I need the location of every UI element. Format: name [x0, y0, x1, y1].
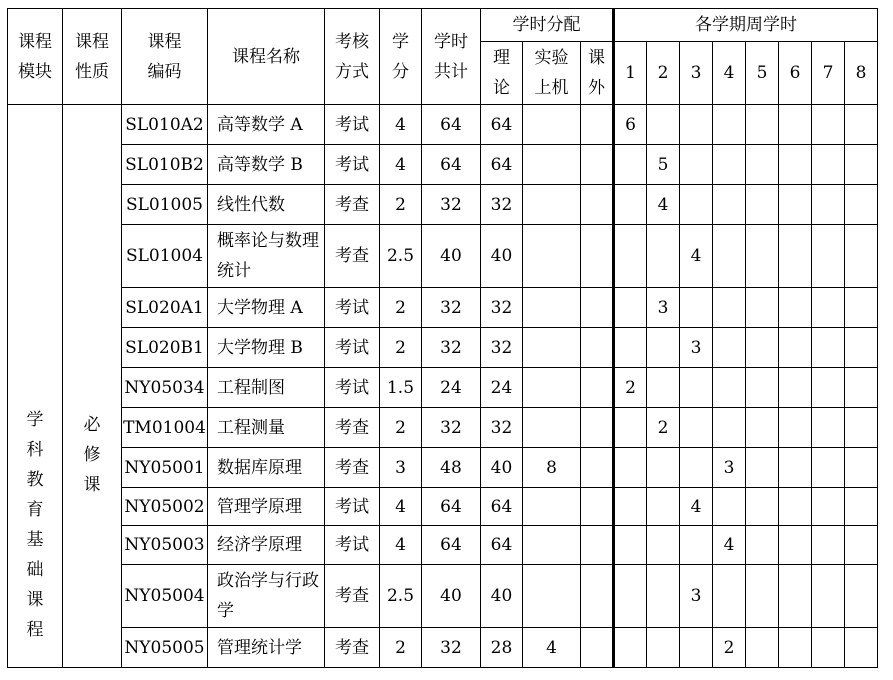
semester-hours — [713, 225, 746, 288]
header-semester: 3 — [680, 42, 713, 105]
hours-extra — [581, 628, 614, 668]
semester-hours — [812, 526, 845, 565]
table-row — [8, 185, 878, 225]
table-body — [8, 105, 878, 668]
course-name: 政治学与行政学 — [208, 565, 325, 628]
hours-theory: 64 — [481, 145, 523, 185]
course-code: NY05034 — [122, 368, 208, 408]
semester-hours — [713, 488, 746, 526]
assess-method: 考查 — [325, 628, 380, 668]
course-code: SL01005 — [122, 185, 208, 225]
hours-extra — [581, 565, 614, 628]
semester-hours — [845, 185, 878, 225]
semester-hours — [647, 488, 680, 526]
semester-hours: 4 — [647, 185, 680, 225]
assess-method: 考查 — [325, 408, 380, 448]
semester-hours — [746, 368, 779, 408]
table-row — [8, 368, 878, 408]
assess-method: 考试 — [325, 105, 380, 145]
semester-hours — [680, 288, 713, 328]
hours-extra — [581, 368, 614, 408]
semester-hours — [812, 448, 845, 488]
semester-hours — [746, 225, 779, 288]
semester-hours — [746, 105, 779, 145]
semester-hours — [647, 526, 680, 565]
credit: 3 — [380, 448, 422, 488]
vertical-char: 课 — [83, 475, 101, 495]
table-row — [8, 565, 878, 628]
hours-total: 48 — [422, 448, 481, 488]
course-code: TM01004 — [122, 408, 208, 448]
header-hours-dist: 学时分配 — [481, 9, 614, 42]
hours-lab: 4 — [523, 628, 581, 668]
course-code: SL010A2 — [122, 105, 208, 145]
hours-extra — [581, 105, 614, 145]
course-code: NY05001 — [122, 448, 208, 488]
course-name: 工程制图 — [208, 368, 325, 408]
semester-hours — [680, 185, 713, 225]
semester-hours — [779, 145, 812, 185]
semester-hours — [812, 225, 845, 288]
semester-hours — [647, 565, 680, 628]
hours-extra — [581, 185, 614, 225]
vertical-char: 修 — [83, 445, 101, 465]
semester-hours — [845, 565, 878, 628]
vertical-char: 学 — [26, 410, 44, 430]
header-semester: 7 — [812, 42, 845, 105]
hours-lab — [523, 328, 581, 368]
course-name: 线性代数 — [208, 185, 325, 225]
semester-hours: 3 — [680, 565, 713, 628]
semester-hours — [614, 145, 647, 185]
hours-lab — [523, 488, 581, 526]
hours-theory: 28 — [481, 628, 523, 668]
nature-cell — [63, 105, 122, 668]
semester-hours — [614, 448, 647, 488]
hours-total: 64 — [422, 526, 481, 565]
vertical-char: 教 — [26, 470, 44, 490]
semester-hours — [680, 526, 713, 565]
header-code: 课程 编码 — [122, 9, 208, 105]
semester-hours — [680, 408, 713, 448]
course-name: 工程测量 — [208, 408, 325, 448]
semester-hours: 4 — [680, 488, 713, 526]
hours-total: 64 — [422, 488, 481, 526]
semester-hours: 3 — [680, 328, 713, 368]
semester-hours — [779, 628, 812, 668]
credit: 2 — [380, 185, 422, 225]
semester-hours — [779, 526, 812, 565]
course-code: NY05003 — [122, 526, 208, 565]
semester-hours — [647, 328, 680, 368]
assess-method: 考查 — [325, 225, 380, 288]
course-code: NY05004 — [122, 565, 208, 628]
credit: 1.5 — [380, 368, 422, 408]
assess-method: 考查 — [325, 185, 380, 225]
semester-hours — [614, 185, 647, 225]
vertical-char: 础 — [26, 560, 44, 580]
semester-hours — [647, 448, 680, 488]
credit: 4 — [380, 488, 422, 526]
semester-hours — [779, 408, 812, 448]
header-theory: 理 论 — [481, 42, 523, 105]
semester-hours: 2 — [647, 408, 680, 448]
semester-hours — [713, 105, 746, 145]
credit: 4 — [380, 145, 422, 185]
credit: 2.5 — [380, 225, 422, 288]
assess-method: 考试 — [325, 368, 380, 408]
hours-total: 64 — [422, 105, 481, 145]
vertical-char: 课 — [26, 590, 44, 610]
hours-theory: 40 — [481, 225, 523, 288]
hours-extra — [581, 448, 614, 488]
semester-hours — [845, 105, 878, 145]
semester-hours — [812, 368, 845, 408]
semester-hours — [746, 185, 779, 225]
semester-hours — [845, 368, 878, 408]
assess-method: 考试 — [325, 288, 380, 328]
hours-extra — [581, 145, 614, 185]
semester-hours — [812, 565, 845, 628]
hours-theory: 24 — [481, 368, 523, 408]
vertical-char: 程 — [26, 620, 44, 640]
semester-hours — [746, 628, 779, 668]
hours-lab — [523, 225, 581, 288]
assess-method: 考查 — [325, 565, 380, 628]
course-code: NY05005 — [122, 628, 208, 668]
hours-theory: 32 — [481, 408, 523, 448]
hours-theory: 40 — [481, 448, 523, 488]
semester-hours — [647, 225, 680, 288]
semester-hours — [845, 225, 878, 288]
course-name: 概率论与数理统计 — [208, 225, 325, 288]
header-lab: 实验 上机 — [523, 42, 581, 105]
semester-hours — [614, 328, 647, 368]
hours-lab — [523, 288, 581, 328]
course-name: 高等数学 A — [208, 105, 325, 145]
table-row — [8, 526, 878, 565]
table-header — [8, 9, 878, 105]
vertical-char: 必 — [83, 415, 101, 435]
semester-hours — [713, 145, 746, 185]
assess-method: 考试 — [325, 526, 380, 565]
table-row — [8, 288, 878, 328]
semester-hours — [647, 628, 680, 668]
semester-hours — [713, 565, 746, 628]
hours-lab — [523, 565, 581, 628]
semester-hours — [680, 105, 713, 145]
semester-hours — [845, 448, 878, 488]
assess-method: 考试 — [325, 328, 380, 368]
hours-extra — [581, 225, 614, 288]
semester-hours — [614, 565, 647, 628]
semester-hours — [746, 145, 779, 185]
semester-hours: 3 — [713, 448, 746, 488]
vertical-char: 基 — [26, 530, 44, 550]
header-assess: 考核 方式 — [325, 9, 380, 105]
semester-hours — [746, 526, 779, 565]
hours-total: 24 — [422, 368, 481, 408]
semester-hours — [746, 448, 779, 488]
semester-hours — [713, 185, 746, 225]
hours-extra — [581, 328, 614, 368]
table-row — [8, 328, 878, 368]
semester-hours — [746, 408, 779, 448]
semester-hours — [614, 225, 647, 288]
course-code: SL010B2 — [122, 145, 208, 185]
semester-hours — [647, 368, 680, 408]
curriculum-table-wrapper — [7, 8, 878, 668]
semester-hours — [746, 488, 779, 526]
semester-hours — [779, 368, 812, 408]
semester-hours — [680, 448, 713, 488]
semester-hours: 4 — [680, 225, 713, 288]
semester-hours — [713, 368, 746, 408]
hours-lab: 8 — [523, 448, 581, 488]
course-code: SL020B1 — [122, 328, 208, 368]
hours-total: 64 — [422, 145, 481, 185]
course-code: NY05002 — [122, 488, 208, 526]
assess-method: 考试 — [325, 488, 380, 526]
semester-hours — [614, 408, 647, 448]
credit: 4 — [380, 526, 422, 565]
table-row — [8, 488, 878, 526]
hours-theory: 32 — [481, 328, 523, 368]
semester-hours — [713, 288, 746, 328]
header-weekly: 各学期周学时 — [614, 9, 878, 42]
hours-total: 32 — [422, 628, 481, 668]
semester-hours: 4 — [713, 526, 746, 565]
curriculum-table — [7, 8, 878, 668]
semester-hours — [614, 628, 647, 668]
hours-theory: 64 — [481, 105, 523, 145]
semester-hours — [812, 408, 845, 448]
semester-hours — [845, 288, 878, 328]
credit: 2 — [380, 628, 422, 668]
semester-hours — [614, 288, 647, 328]
semester-hours — [713, 328, 746, 368]
course-name: 数据库原理 — [208, 448, 325, 488]
semester-hours — [812, 185, 845, 225]
credit: 4 — [380, 105, 422, 145]
course-name: 管理学原理 — [208, 488, 325, 526]
hours-lab — [523, 185, 581, 225]
hours-lab — [523, 408, 581, 448]
semester-hours: 3 — [647, 288, 680, 328]
hours-lab — [523, 368, 581, 408]
hours-theory: 64 — [481, 526, 523, 565]
header-hours-total: 学时 共计 — [422, 9, 481, 105]
hours-theory: 40 — [481, 565, 523, 628]
semester-hours — [614, 488, 647, 526]
semester-hours — [779, 185, 812, 225]
course-name: 大学物理 B — [208, 328, 325, 368]
semester-hours: 5 — [647, 145, 680, 185]
assess-method: 考试 — [325, 145, 380, 185]
credit: 2 — [380, 328, 422, 368]
header-semester: 8 — [845, 42, 878, 105]
semester-hours — [647, 105, 680, 145]
credit: 2 — [380, 288, 422, 328]
semester-hours — [812, 145, 845, 185]
hours-total: 32 — [422, 185, 481, 225]
semester-hours — [845, 328, 878, 368]
vertical-char: 育 — [26, 500, 44, 520]
semester-hours — [680, 628, 713, 668]
semester-hours — [779, 288, 812, 328]
semester-hours — [680, 368, 713, 408]
table-row — [8, 105, 878, 145]
table-row — [8, 225, 878, 288]
hours-lab — [523, 145, 581, 185]
credit: 2.5 — [380, 565, 422, 628]
semester-hours — [746, 288, 779, 328]
hours-extra — [581, 288, 614, 328]
header-semester: 2 — [647, 42, 680, 105]
semester-hours — [680, 145, 713, 185]
header-semester: 6 — [779, 42, 812, 105]
semester-hours: 2 — [614, 368, 647, 408]
hours-theory: 64 — [481, 488, 523, 526]
table-row — [8, 448, 878, 488]
credit: 2 — [380, 408, 422, 448]
table-row — [8, 628, 878, 668]
semester-hours — [713, 408, 746, 448]
course-code: SL020A1 — [122, 288, 208, 328]
hours-lab — [523, 526, 581, 565]
header-semester: 5 — [746, 42, 779, 105]
header-semester: 1 — [614, 42, 647, 105]
hours-extra — [581, 408, 614, 448]
semester-hours: 6 — [614, 105, 647, 145]
semester-hours — [746, 328, 779, 368]
course-name: 管理统计学 — [208, 628, 325, 668]
semester-hours — [845, 408, 878, 448]
semester-hours — [812, 328, 845, 368]
semester-hours — [812, 288, 845, 328]
table-row — [8, 408, 878, 448]
hours-total: 32 — [422, 288, 481, 328]
semester-hours — [779, 488, 812, 526]
hours-total: 40 — [422, 565, 481, 628]
hours-total: 32 — [422, 328, 481, 368]
semester-hours — [812, 628, 845, 668]
hours-extra — [581, 526, 614, 565]
semester-hours — [845, 488, 878, 526]
semester-hours — [779, 565, 812, 628]
header-credit: 学 分 — [380, 9, 422, 105]
vertical-char: 科 — [26, 440, 44, 460]
semester-hours — [812, 105, 845, 145]
hours-theory: 32 — [481, 185, 523, 225]
course-name: 大学物理 A — [208, 288, 325, 328]
semester-hours — [779, 105, 812, 145]
course-name: 高等数学 B — [208, 145, 325, 185]
semester-hours — [779, 328, 812, 368]
header-name: 课程名称 — [208, 9, 325, 105]
header-module: 课程 模块 — [8, 9, 63, 105]
semester-hours — [746, 565, 779, 628]
hours-theory: 32 — [481, 288, 523, 328]
semester-hours — [779, 448, 812, 488]
header-nature: 课程 性质 — [63, 9, 122, 105]
semester-hours — [779, 225, 812, 288]
assess-method: 考查 — [325, 448, 380, 488]
table-row — [8, 145, 878, 185]
module-cell — [8, 105, 63, 668]
semester-hours — [845, 628, 878, 668]
semester-hours — [845, 526, 878, 565]
header-semester: 4 — [713, 42, 746, 105]
semester-hours — [845, 145, 878, 185]
semester-hours — [614, 526, 647, 565]
hours-extra — [581, 488, 614, 526]
semester-hours: 2 — [713, 628, 746, 668]
hours-total: 32 — [422, 408, 481, 448]
header-extra: 课 外 — [581, 42, 614, 105]
hours-total: 40 — [422, 225, 481, 288]
semester-hours — [812, 488, 845, 526]
course-name: 经济学原理 — [208, 526, 325, 565]
hours-lab — [523, 105, 581, 145]
course-code: SL01004 — [122, 225, 208, 288]
